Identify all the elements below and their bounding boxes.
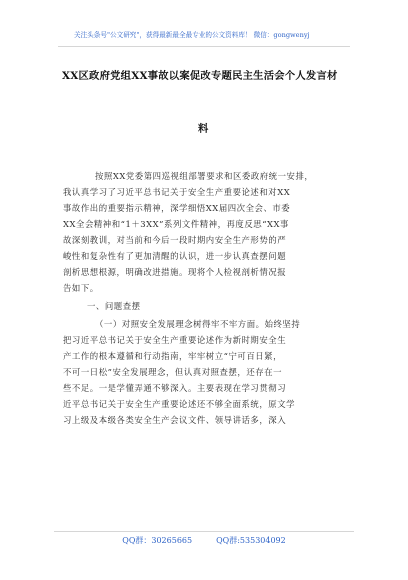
- section-heading: 一、问题查摆: [87, 301, 141, 311]
- paragraph-line: 剖析思想根源，明确改进措施。现将个人检视剖析情况报: [63, 267, 287, 277]
- paragraph-line: 些不足。一是学懂弄通不够深入。主要表现在学习贯彻习: [63, 383, 287, 393]
- paragraph-line: 峻性和复杂性有了更加清醒的认识，进一步认真查摆问题: [63, 251, 287, 261]
- paragraph-line: XX全会精神和“1＋3XX”系列文件精神，再度反思“XX事: [63, 219, 289, 229]
- paragraph-line: 故深刻教训，对当前和今后一段时期内安全生产形势的严: [63, 235, 287, 245]
- footer-qq-group-2: QQ群:535304092: [216, 536, 286, 545]
- header-banner: 关注头条号"公文研究"，获得最新最全最专业的公文资料库！ 微信：gongwenyj: [74, 31, 310, 39]
- paragraph-line: （一）对照安全发展理念树得牢不牢方面。始终坚持: [95, 319, 301, 329]
- paragraph-line: 近平总书记关于安全生产重要论述还不够全面系统，原文学: [63, 399, 296, 409]
- footer-qq-group-1: QQ群：30265665: [122, 536, 193, 545]
- paragraph-line: 按照XX党委第四巡视组部署要求和区委政府统一安排，: [95, 171, 314, 181]
- paragraph-line: 习上级及本级各类安全生产会议文件、领导讲话多，深入: [63, 415, 287, 425]
- document-title: XX区政府党组XX事故以案促改专题民主生活会个人发言材: [62, 70, 338, 82]
- paragraph-line: 产工作的根本遵循和行动指南，牢牢树立“宁可百日紧，: [63, 351, 283, 361]
- footer-divider: [54, 531, 354, 532]
- header-divider: [58, 46, 350, 47]
- paragraph-line: 事故作出的重要指示精神，深学细悟XX届四次全会、市委: [63, 203, 291, 213]
- paragraph-line: 我认真学习了习近平总书记关于安全生产重要论述和对XX: [63, 187, 291, 197]
- paragraph-line: 不可一日松”安全发展理念，但认真对照查摆，还存在一: [63, 367, 283, 377]
- footer: [0, 535, 408, 547]
- document-title-continuation: 料: [198, 123, 209, 135]
- paragraph-line: 告如下。: [63, 283, 99, 293]
- document-body: [63, 168, 363, 428]
- paragraph-line: 把习近平总书记关于安全生产重要论述作为新时期安全生: [63, 335, 287, 345]
